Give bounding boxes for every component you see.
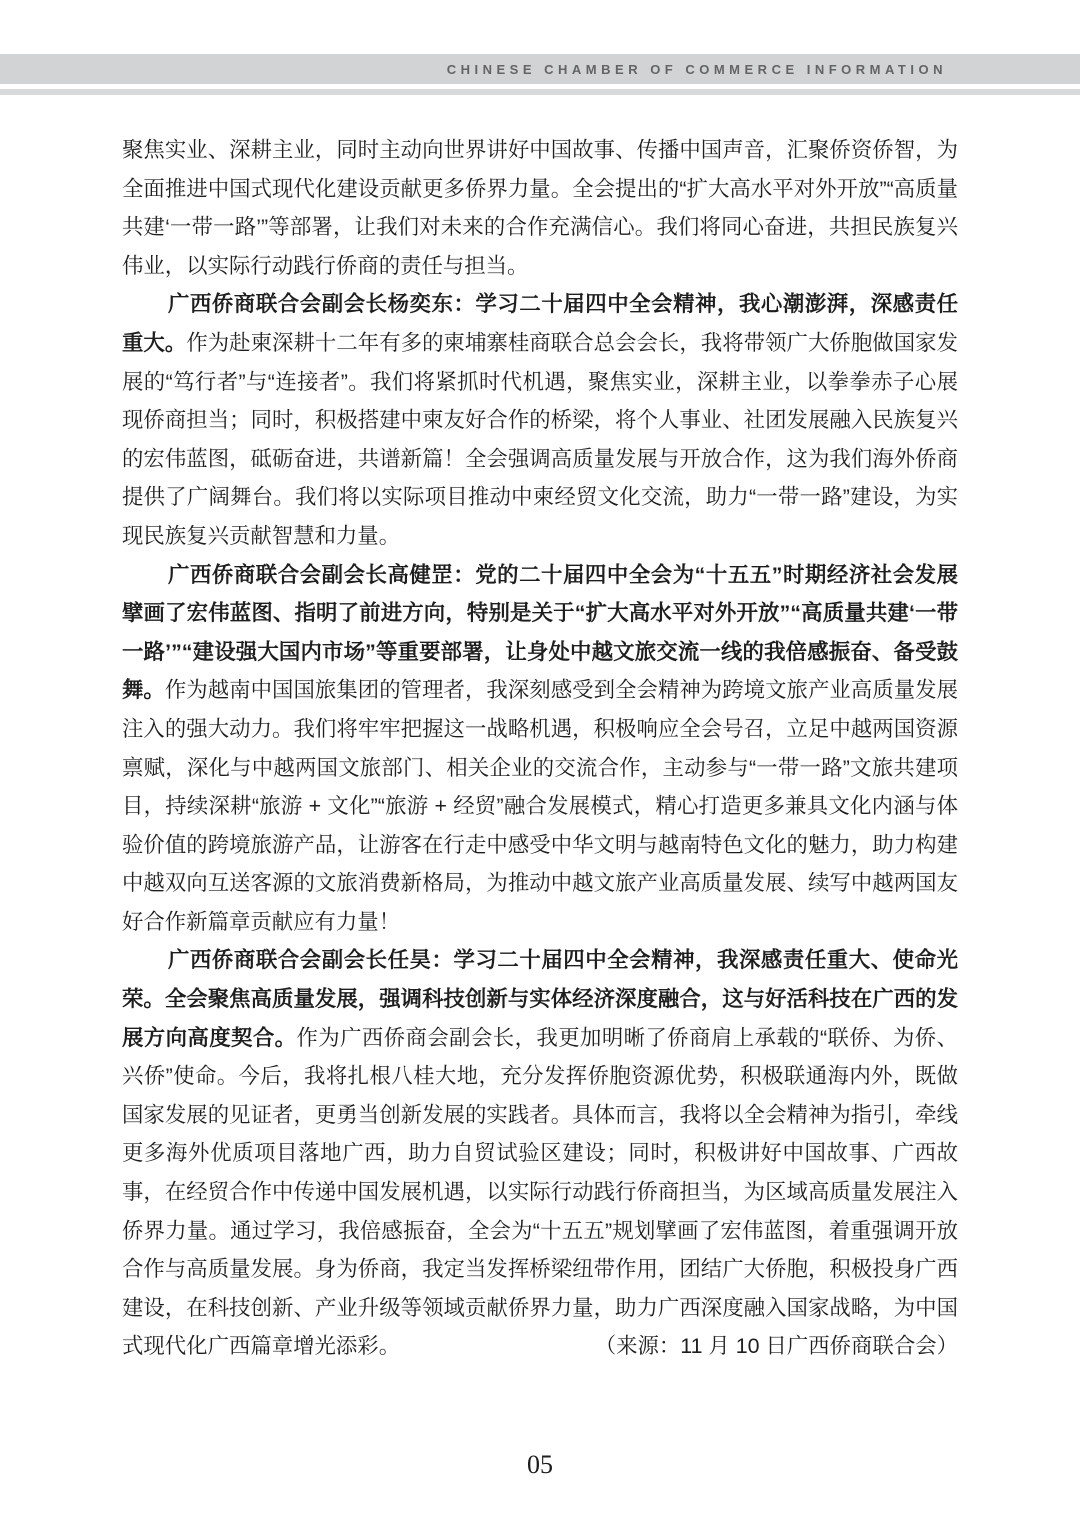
paragraph-lead: 广西侨商联合会副会长杨奕东：学习二十届四中全会精神，我心潮澎湃，深感责任重大。 [122,292,958,355]
paragraph [122,131,958,285]
paragraph-lead: 广西侨商联合会副会长高健罡：党的二十届四中全会为“十五五”时期经济社会发展擘画了宏伟蓝图、指明了前进方向，特别是关于“扩大高水平对外开放”“高质量共建‘一带一路’”“建设强大国内市场”等重要部署，让身处中越文旅交流一线的我倍感振奋、备受鼓舞。 [122,562,958,703]
source-attribution: （来源：11 月 10 日广西侨商联合会） [594,1334,958,1359]
paragraph [122,285,958,555]
paragraph-text: 作为越南中国国旅集团的管理者，我深刻感受到全会精神为跨境文旅产业高质量发展注入的强大动力。我们将牢牢把握这一战略机遇，积极响应全会号召，立足中越两国资源禀赋，深化与中越两国文旅部门、相关企业的交流合作，主动参与“一带一路”文旅共建项目，持续深耕“旅游 + 文化”“旅游 + 经贸”融合发展模式，精心打造更多兼具文化内涵与体验价值的跨境旅游产品，让游客在行走中感受中华文明与越南特色文化的魅力，助力构建中越双向互送客源的文旅消费新格局，为推动中越文旅产业高质量发展、续写中越两国友好合作新篇章贡献应有力量！ [122,678,958,934]
paragraph-text: 作为广西侨商会副会长，我更加明晰了侨商肩上承载的“联侨、为侨、兴侨”使命。今后，我将扎根八桂大地，充分发挥侨胞资源优势，积极联通海内外，既做国家发展的见证者，更勇当创新发展的实践者。具体而言，我将以全会精神为指引，牵线更多海外优质项目落地广西，助力自贸试验区建设；同时，积极讲好中国故事、广西故事，在经贸合作中传递中国发展机遇，以实际行动践行侨商担当，为区域高质量发展注入侨界力量。通过学习，我倍感振奋，全会为“十五五”规划擘画了宏伟蓝图，着重强调开放合作与高质量发展。身为侨商，我定当发挥桥梁纽带作用，团结广大侨胞，积极投身广西建设，在科技创新、产业升级等领域贡献侨界力量，助力广西深度融入国家战略，为中国式现代化广西篇章增光添彩。 [122,1025,958,1359]
paragraph-text: 聚焦实业、深耕主业，同时主动向世界讲好中国故事、传播中国声音，汇聚侨资侨智，为全面推进中国式现代化建设贡献更多侨界力量。全会提出的“扩大高水平对外开放”“高质量共建‘一带一路’”等部署，让我们对未来的合作充满信心。我们将同心奋进，共担民族复兴伟业，以实际行动践行侨商的责任与担当。 [122,138,958,278]
page-number: 05 [527,1450,553,1479]
paragraph [122,556,958,942]
article-body [122,131,958,1366]
paragraph-text: 作为赴柬深耕十二年有多的柬埔寨桂商联合总会会长，我将带领广大侨胞做国家发展的“笃行者”与“连接者”。我们将紧抓时代机遇，聚焦实业，深耕主业，以拳拳赤子心展现侨商担当；同时，积极搭建中柬友好合作的桥梁，将个人事业、社团发展融入民族复兴的宏伟蓝图，砥砺奋进，共谱新篇！全会强调高质量发展与开放合作，这为我们海外侨商提供了广阔舞台。我们将以实际项目推动中柬经贸文化交流，助力“一带一路”建设，为实现民族复兴贡献智慧和力量。 [122,330,958,548]
paragraph [122,941,958,1366]
header-banner-strip [0,89,1080,95]
header-banner [0,54,1080,84]
paragraph-lead: 广西侨商联合会副会长任昊：学习二十届四中全会精神，我深感责任重大、使命光荣。全会聚焦高质量发展，强调科技创新与实体经济深度融合，这与好活科技在广西的发展方向高度契合。 [122,948,958,1050]
header-banner-title: CHINESE CHAMBER OF COMMERCE INFORMATION [446,61,947,77]
